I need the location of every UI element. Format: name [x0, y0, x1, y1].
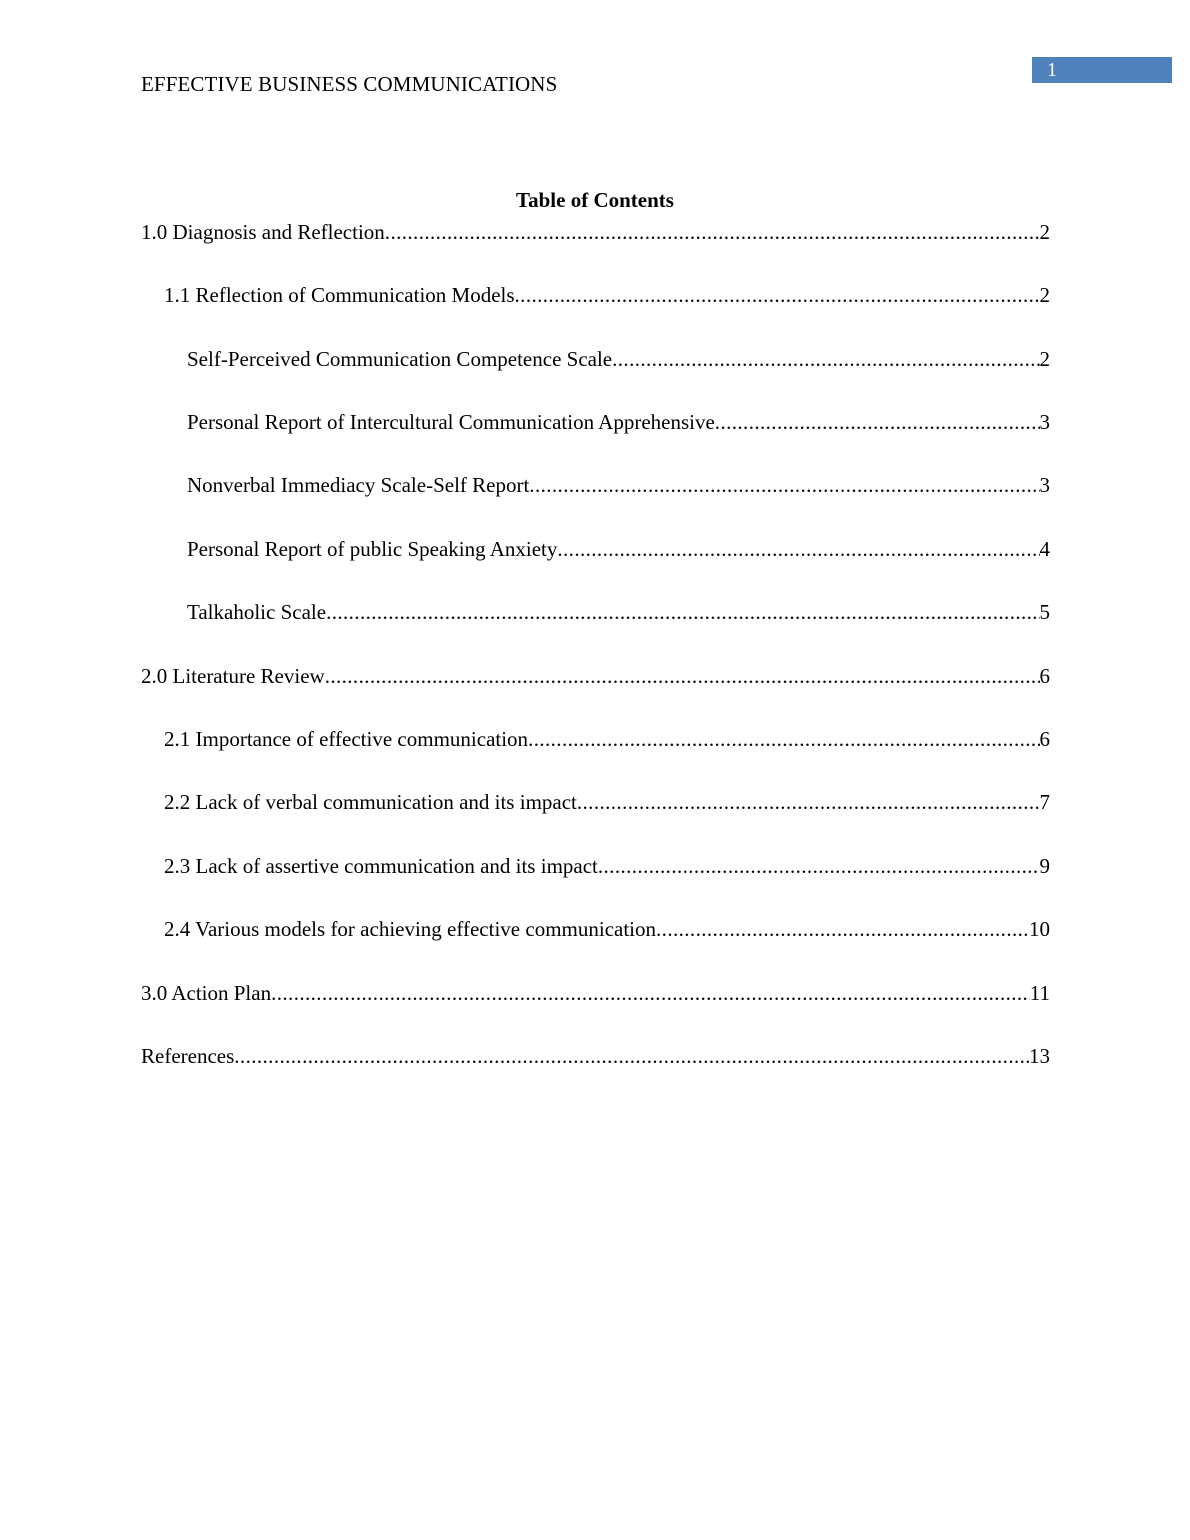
toc-entry-page: 7 [1039, 790, 1050, 814]
toc-title: Table of Contents [516, 188, 674, 212]
toc-leader-dots [515, 281, 1040, 309]
toc-entry-page: 3 [1039, 410, 1050, 434]
toc-entry-label: Self-Perceived Communication Competence Scale [187, 347, 613, 371]
toc-entry-lack-assertive[interactable] [164, 852, 1050, 880]
toc-entry-reflection-models[interactable] [164, 281, 1050, 309]
toc-entry-references[interactable] [141, 1042, 1050, 1070]
toc-entry-action-plan[interactable] [141, 979, 1050, 1007]
toc-entry-page: 6 [1039, 727, 1050, 751]
toc-entry-page: 5 [1039, 600, 1050, 624]
toc-entry-label: Nonverbal Immediacy Scale-Self Report [187, 473, 530, 497]
toc-entry-nonverbal-immediacy[interactable] [187, 471, 1050, 499]
toc-entry-label: 1.1 Reflection of Communication Models [164, 283, 515, 307]
toc-entry-various-models[interactable] [164, 915, 1050, 943]
toc-entry-page: 4 [1039, 537, 1050, 561]
toc-leader-dots [612, 345, 1039, 373]
toc-leader-dots [715, 408, 1040, 436]
toc-entry-label: 2.4 Various models for achieving effective communication [164, 917, 657, 941]
toc-leader-dots [528, 725, 1039, 753]
page-number-box [1032, 57, 1172, 83]
toc-entry-lack-verbal[interactable] [164, 788, 1050, 816]
toc-entry-importance-effective[interactable] [164, 725, 1050, 753]
toc-leader-dots [577, 788, 1040, 816]
running-head: EFFECTIVE BUSINESS COMMUNICATIONS [141, 72, 558, 96]
toc-entry-page: 10 [1029, 917, 1050, 941]
toc-leader-dots [271, 979, 1030, 1007]
toc-leader-dots [598, 852, 1040, 880]
toc-entry-page: 9 [1039, 854, 1050, 878]
toc-entry-page: 6 [1039, 664, 1050, 688]
toc-entry-page: 2 [1039, 347, 1050, 371]
toc-entry-diagnosis[interactable] [141, 218, 1050, 246]
toc-entry-label: 3.0 Action Plan [141, 981, 272, 1005]
toc-entry-label: Talkaholic Scale [187, 600, 327, 624]
toc-leader-dots [234, 1042, 1029, 1070]
toc-leader-dots [325, 662, 1040, 690]
toc-entry-page: 11 [1029, 981, 1050, 1005]
toc-leader-dots [529, 471, 1039, 499]
toc-entry-label: 2.0 Literature Review [141, 664, 325, 688]
toc-entry-spcc-scale[interactable] [187, 345, 1050, 373]
toc-entry-label: 2.1 Importance of effective communication [164, 727, 529, 751]
toc-entry-page: 13 [1029, 1044, 1050, 1068]
toc-leader-dots [557, 535, 1039, 563]
toc-entry-public-speaking-anxiety[interactable] [187, 535, 1050, 563]
toc-entry-label: Personal Report of Intercultural Communication Apprehensive [187, 410, 715, 434]
toc-entry-label: References [141, 1044, 235, 1068]
toc-entry-talkaholic-scale[interactable] [187, 598, 1050, 626]
toc-entry-label: 2.2 Lack of verbal communication and its impact [164, 790, 577, 814]
toc-entry-literature-review[interactable] [141, 662, 1050, 690]
toc-leader-dots [656, 915, 1029, 943]
toc-entry-label: 1.0 Diagnosis and Reflection [141, 220, 385, 244]
page-number: 1 [1047, 59, 1057, 81]
toc-entry-label: Personal Report of public Speaking Anxiety [187, 537, 558, 561]
toc-entry-page: 2 [1039, 283, 1050, 307]
toc-entry-intercultural-apprehensive[interactable] [187, 408, 1050, 436]
toc-leader-dots [385, 218, 1040, 246]
toc-entry-label: 2.3 Lack of assertive communication and its impact [164, 854, 598, 878]
toc-entry-page: 3 [1039, 473, 1050, 497]
toc-entry-page: 2 [1039, 220, 1050, 244]
toc-leader-dots [326, 598, 1039, 626]
